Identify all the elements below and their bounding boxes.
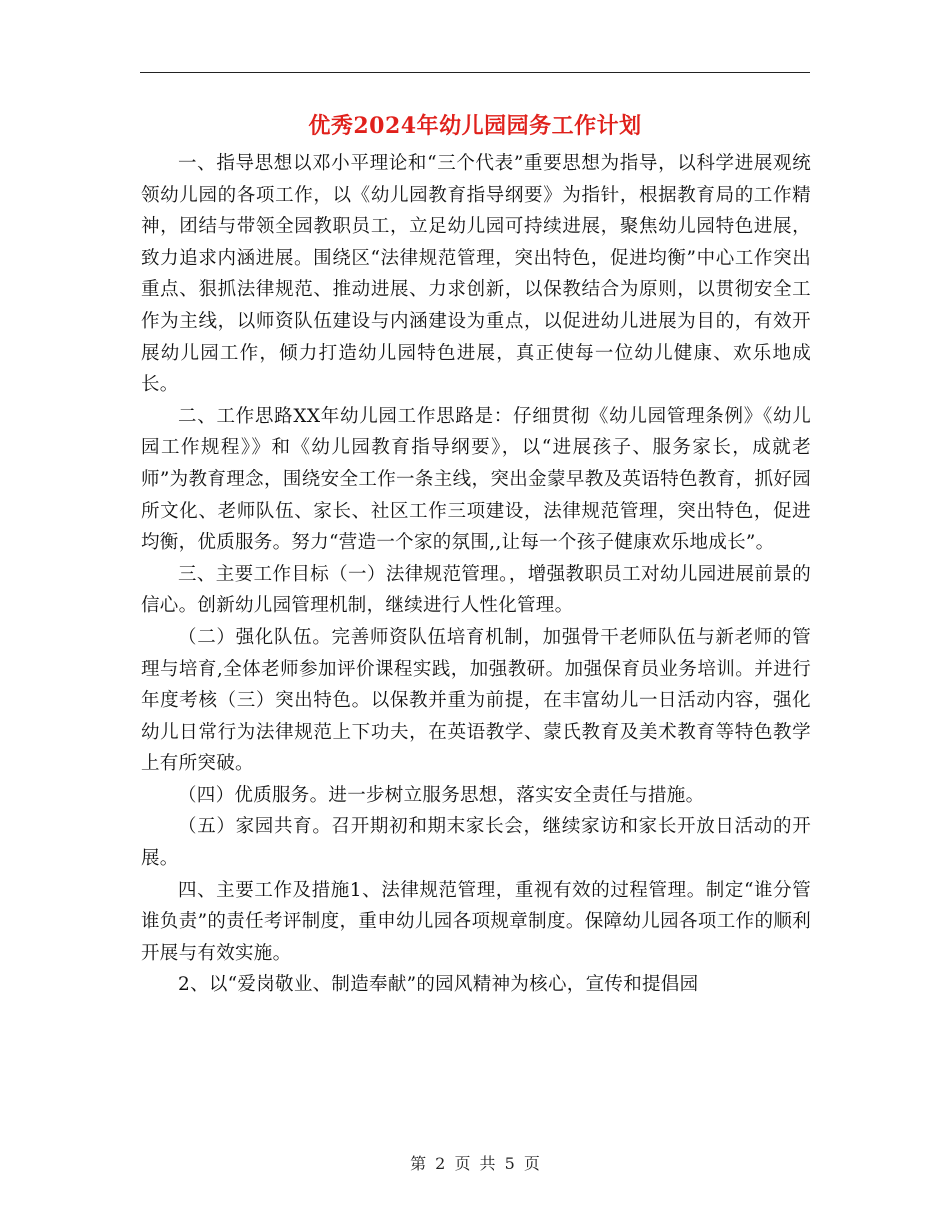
paragraph-quality-service: （四）优质服务。进一步树立服务思想，落实安全责任与措施。	[178, 784, 705, 806]
paragraph-work-approach: 二、工作思路XX年幼儿园工作思路是：仔细贯彻《幼儿园管理条例》《幼儿园工作规程》》和《幼儿园教育指导纲要》，以“进展孩子、服务家长，成就老师”为教育理念，围绕安全工作一条主线，突出金蒙早教及英语特色教育，抓好园所文化、老师队伍、家长、社区工作三项建设，法律规范管理，突出特色，促进均衡，优质服务。努力“营造一个家的氛围,,让每一个孩子健康欢乐地成长”。	[141, 405, 811, 554]
paragraph-main-goals: 三、主要工作目标（一）法律规范管理。，增强教职员工对幼儿园进展前景的信心。创新幼儿园管理机制，继续进行人性化管理。	[141, 563, 811, 617]
page-number: 第 2 页 共 5 页	[410, 1154, 540, 1173]
paragraph-home-school: （五）家园共育。召开期初和期末家长会，继续家访和家长开放日活动的开展。	[141, 816, 811, 870]
document-body	[141, 148, 811, 1001]
paragraph-guiding-ideology: 一、指导思想以邓小平理论和“三个代表”重要思想为指导，以科学进展观统领幼儿园的各项工作，以《幼儿园教育指导纲要》为指针，根据教育局的工作精神，团结与带领全园教职员工，立足幼儿园可持续进展，聚焦幼儿园特色进展，致力追求内涵进展。围绕区“法律规范管理，突出特色，促进均衡”中心工作突出重点、狠抓法律规范、推动进展、力求创新，以保教结合为原则，以贯彻安全工作为主线，以师资队伍建设与内涵建设为重点，以促进幼儿进展为目的，有效开展幼儿园工作，倾力打造幼儿园特色进展，真正使每一位幼儿健康、欢乐地成长。	[141, 153, 811, 396]
document-title: 优秀2024年幼儿园园务工作计划	[308, 113, 642, 139]
paragraph-strengthen-team: （二）强化队伍。完善师资队伍培育机制，加强骨干老师队伍与新老师的管理与培育,全体老师参加评价课程实践，加强教研。加强保育员业务培训。并进行年度考核（三）突出特色。以保教并重为前提，在丰富幼儿一日活动内容，强化幼儿日常行为法律规范上下功夫，在英语教学、蒙氏教育及美术教育等特色教学上有所突破。	[141, 626, 811, 775]
paragraph-measures: 四、主要工作及措施1、法律规范管理，重视有效的过程管理。制定“谁分管谁负责”的责任考评制度，重申幼儿园各项规章制度。保障幼儿园各项工作的顺利开展与有效实施。	[141, 879, 811, 964]
header-rule	[140, 72, 810, 73]
paragraph-spirit: 2、以“爱岗敬业、制造奉献”的园风精神为核心，宣传和提倡园	[178, 974, 699, 996]
